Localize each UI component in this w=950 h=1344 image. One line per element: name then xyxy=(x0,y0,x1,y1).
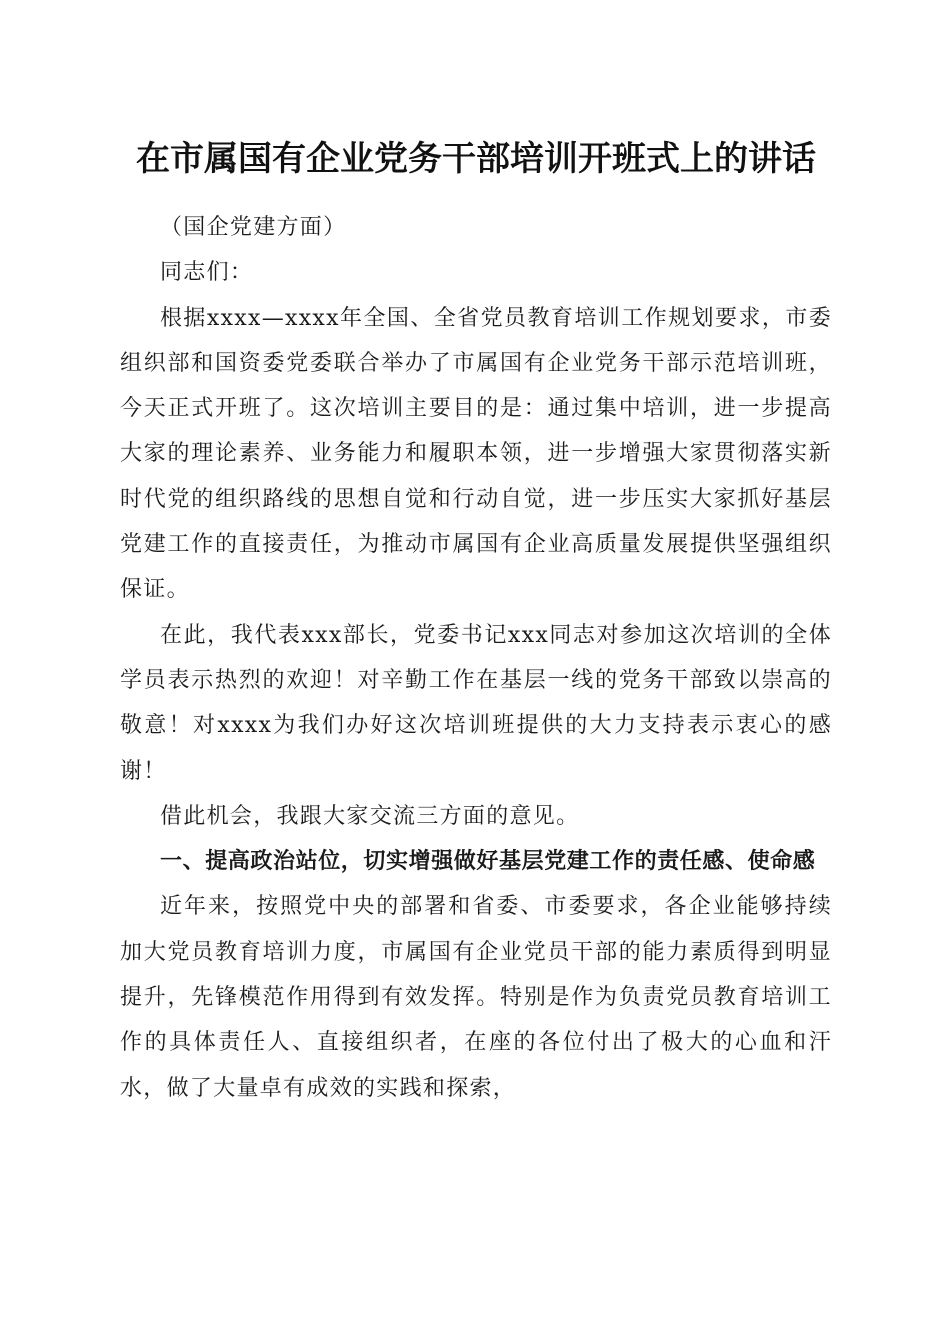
document-title: 在市属国有企业党务干部培训开班式上的讲话 xyxy=(136,139,816,179)
paragraph-welcome: 在此，我代表xxx部长，党委书记xxx同志对参加这次培训的全体学员表示热烈的欢迎！对辛勤工作在基层一线的党务干部致以崇高的敬意！对xxxx为我们办好这次培训班提供的大力支持表示衷心的感谢！ xyxy=(120,622,832,784)
section-1-paragraph: 近年来，按照党中央的部署和省委、市委要求，各企业能够持续加大党员教育培训力度，市属国有企业党员干部的能力素质得到明显提升，先锋模范作用得到有效发挥。特别是作为负责党员教育培训工作的具体责任人、直接组织者，在座的各位付出了极大的心血和汗水，做了大量卓有成效的实践和探索， xyxy=(120,894,832,1101)
section-heading-1: 一、提高政治站位，切实增强做好基层党建工作的责任感、使命感 xyxy=(160,849,816,875)
paragraph-intro: 根据xxxx—xxxx年全国、全省党员教育培训工作规划要求，市委组织部和国资委党委联合举办了市属国有企业党务干部示范培训班，今天正式开班了。这次培训主要目的是：通过集中培训，进一步提高大家的理论素养、业务能力和履职本领，进一步增强大家贯彻落实新时代党的组织路线的思想自觉和行动自觉，进一步压实大家抓好基层党建工作的直接责任，为推动市属国有企业高质量发展提供坚强组织保证。 xyxy=(120,305,832,603)
document-category: （国企党建方面） xyxy=(160,215,347,240)
salutation: 同志们： xyxy=(160,260,254,286)
paragraph-transition: 借此机会，我跟大家交流三方面的意见。 xyxy=(160,803,580,829)
document-body xyxy=(120,205,832,1111)
